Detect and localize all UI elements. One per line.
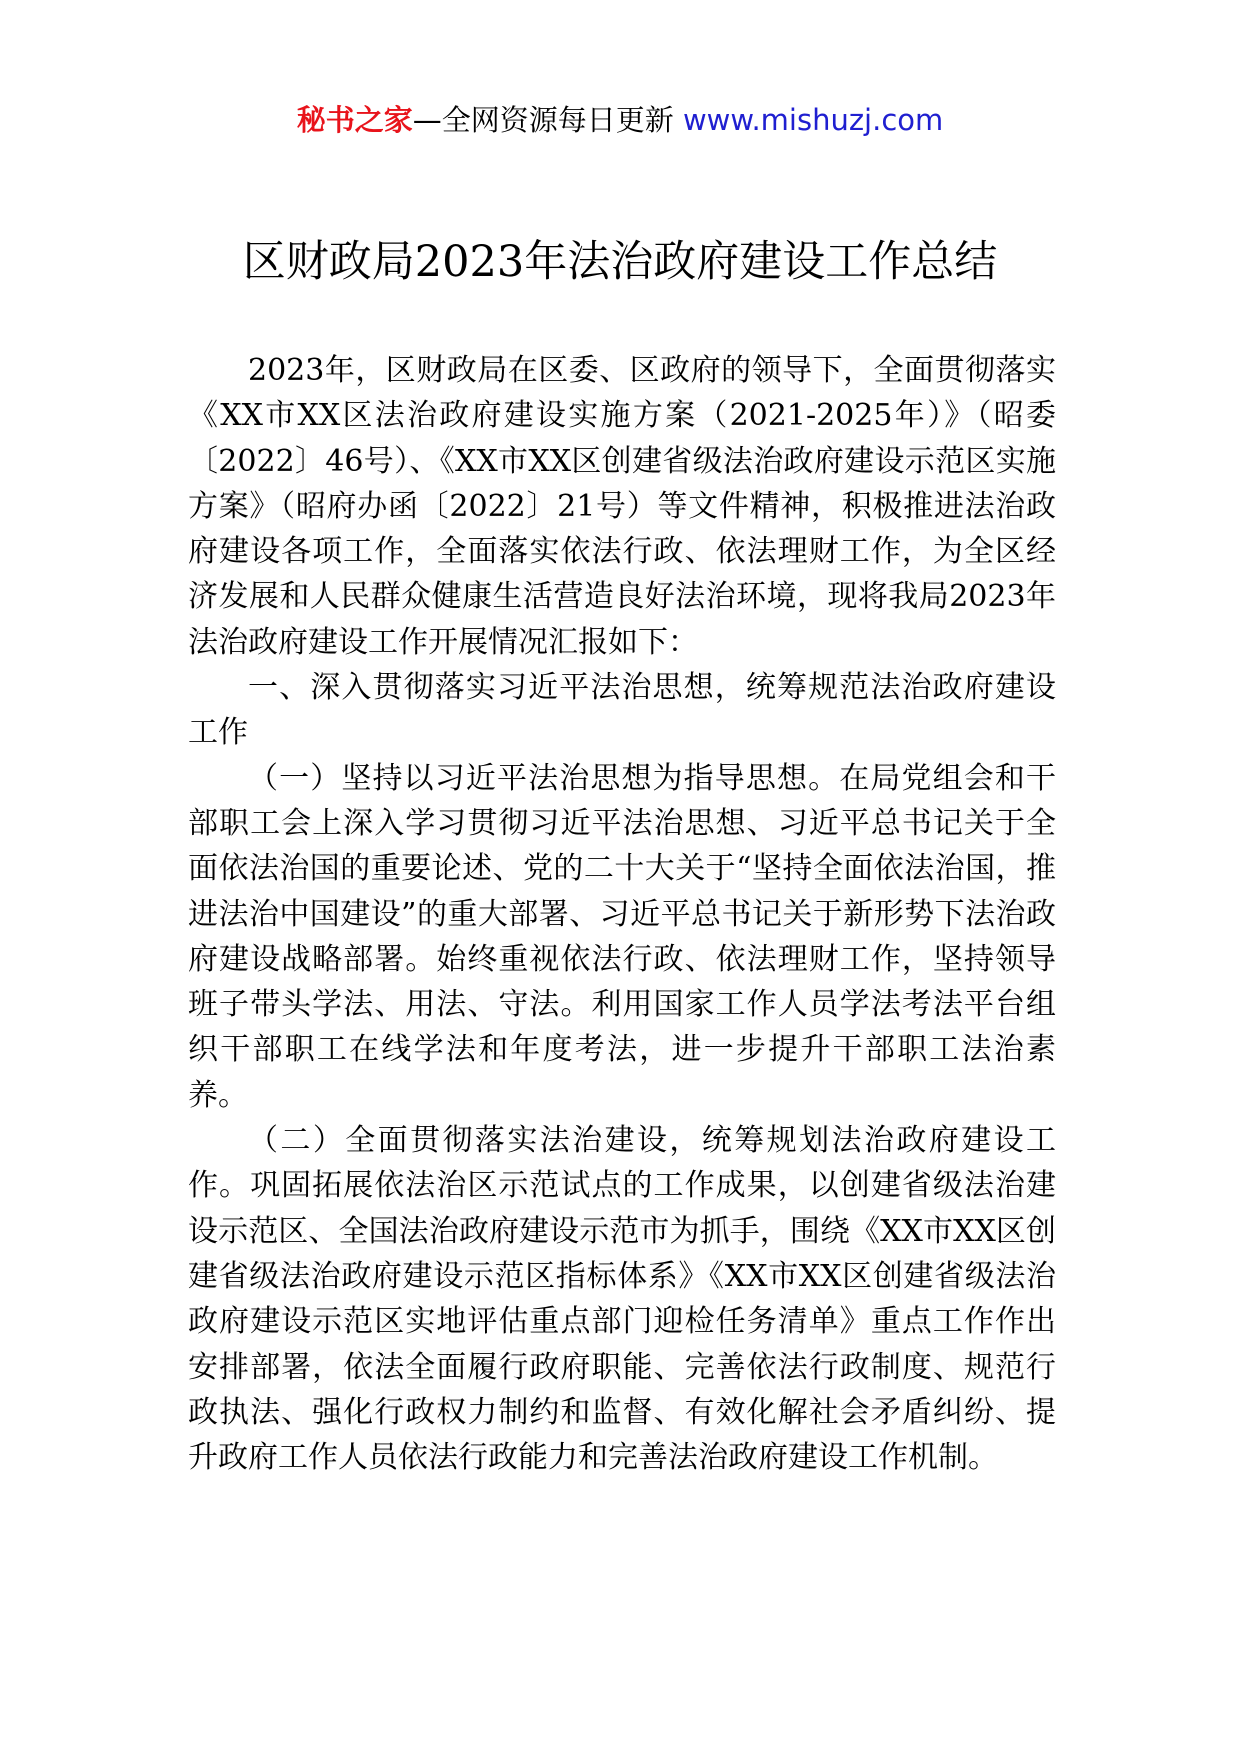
- section-heading-1: 一、深入贯彻落实习近平法治思想，统筹规范法治政府建设工作: [188, 670, 1056, 751]
- intro-paragraph: 2023年，区财政局在区委、区政府的领导下，全面贯彻落实《XX市XX区法治政府建设实施方案（2021-2025年）》（昭委〔2022〕46号）、《XX市XX区创建省级法治政府建设示范区实施方案》（昭府办函〔2022〕21号）等文件精神，积极推进法治政府建设各项工作，全面落实依法行政、依法理财工作，为全区经济发展和人民群众健康生活营造良好法治环境，现将我局2023年法治政府建设工作开展情况汇报如下：: [188, 353, 1056, 660]
- site-header: [0, 100, 1240, 140]
- subsection-paragraph-1: （一）坚持以习近平法治思想为指导思想。在局党组会和干部职工会上深入学习贯彻习近平法治思想、习近平总书记关于全面依法治国的重要论述、党的二十大关于“坚持全面依法治国，推进法治中国建设”的重大部署、习近平总书记关于新形势下法治政府建设战略部署。始终重视依法行政、依法理财工作，坚持领导班子带头学法、用法、守法。利用国家工作人员学法考法平台组织干部职工在线学法和年度考法，进一步提升干部职工法治素养。: [188, 760, 1056, 1113]
- site-slogan: —全网资源每日更新: [412, 103, 683, 137]
- subsection-paragraph-2: （二）全面贯彻落实法治建设，统筹规划法治政府建设工作。巩固拓展依法治区示范试点的工作成果，以创建省级法治建设示范区、全国法治政府建设示范市为抓手，围绕《XX市XX区创建省级法治政府建设示范区指标体系》《XX市XX区创建省级法治政府建设示范区实地评估重点部门迎检任务清单》重点工作作出安排部署，依法全面履行政府职能、完善依法行政制度、规范行政执法、强化行政权力制约和监督、有效化解社会矛盾纠纷、提升政府工作人员依法行政能力和完善法治政府建设工作机制。: [188, 1123, 1056, 1476]
- document-body: [188, 348, 1056, 1480]
- brand-name: 秘书之家: [296, 103, 413, 137]
- document-title: 区财政局2023年法治政府建设工作总结: [242, 237, 998, 287]
- site-url-link[interactable]: www.mishuzj.com: [682, 103, 944, 137]
